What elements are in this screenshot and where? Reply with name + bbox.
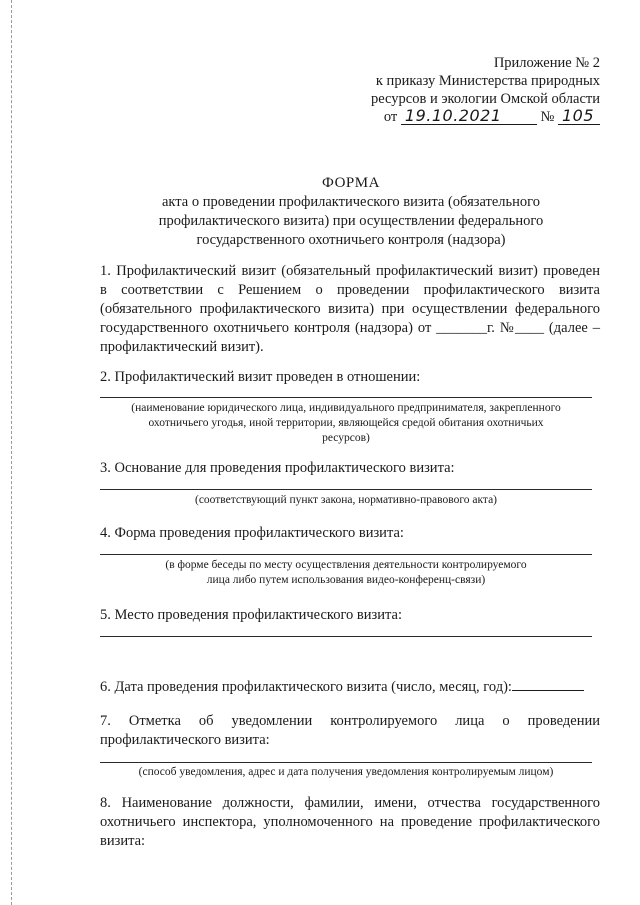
item-6-text: 6. Дата проведения профилактического визита (число, месяц, год): bbox=[100, 679, 512, 695]
item-2-caption bbox=[100, 401, 592, 446]
item-4-text: 4. Форма проведения профилактического визита: bbox=[100, 525, 404, 541]
appendix-ministry: ресурсов и экологии Омской области bbox=[371, 91, 600, 107]
appendix-header bbox=[300, 54, 600, 126]
item-6-row bbox=[100, 676, 600, 697]
title-line-2: профилактического визита) при осуществлении федерального bbox=[158, 213, 544, 229]
from-label: от bbox=[383, 109, 398, 125]
item-4-caption-line-1: (в форме беседы по месту осуществления деятельности контролируемого bbox=[165, 559, 527, 571]
title-line-3: государственного охотничьего контроля (надзора) bbox=[196, 232, 506, 248]
item-4-fill-line[interactable] bbox=[100, 554, 592, 555]
item-4-caption-line-2: лица либо путем использования видео-конференц-связи) bbox=[206, 574, 486, 586]
item-2-text: 2. Профилактический визит проведен в отношении: bbox=[100, 369, 421, 385]
handwritten-date: 19.10.2021 bbox=[401, 108, 537, 125]
item-1-text: 1. Профилактический визит (обязательный профилактический визит) проведен в соответствии с Решением о проведении профилактического визита (обязательного профилактического визита) при осуществлении федерального государственного охотничьего контроля (надзора) от _______г. №____ (далее – профилактический визит). bbox=[100, 263, 600, 355]
appendix-date-number-line bbox=[300, 108, 600, 126]
scan-margin-dashes bbox=[11, 0, 12, 905]
title-forma: ФОРМА bbox=[322, 175, 380, 191]
appendix-order-ref: к приказу Министерства природных bbox=[375, 73, 600, 89]
item-3-fill-line[interactable] bbox=[100, 489, 592, 490]
handwritten-number: 105 bbox=[558, 108, 600, 125]
item-2-caption-line-2: охотничьего угодья, иной территории, являющейся средой обитания охотничьих bbox=[148, 417, 544, 429]
form-title bbox=[96, 174, 606, 250]
item-4-caption bbox=[100, 558, 592, 588]
item-3-caption bbox=[100, 493, 592, 508]
item-5-fill-line[interactable] bbox=[100, 636, 592, 637]
item-5-text: 5. Место проведения профилактического визита: bbox=[100, 607, 403, 623]
item-2-caption-line-3: ресурсов) bbox=[322, 432, 370, 444]
item-2-fill-line[interactable] bbox=[100, 397, 592, 398]
item-7-fill-line[interactable] bbox=[100, 762, 592, 763]
item-7-caption-line: (способ уведомления, адрес и дата получения уведомления контролируемым лицом) bbox=[138, 766, 554, 778]
appendix-number: Приложение № 2 bbox=[493, 55, 600, 71]
item-8-text: 8. Наименование должности, фамилии, имени, отчества государственного охотничьего инспектора, уполномоченного на проведение профилактического визита: bbox=[100, 795, 600, 849]
item-6-date-blank[interactable] bbox=[512, 676, 584, 691]
item-2-caption-line-1: (наименование юридического лица, индивидуального предпринимателя, закрепленного bbox=[131, 402, 561, 414]
item-3-text: 3. Основание для проведения профилактического визита: bbox=[100, 460, 455, 476]
title-line-1: акта о проведении профилактического визита (обязательного bbox=[162, 194, 540, 210]
item-7-text: 7. Отметка об уведомлении контролируемого лица о проведении профилактического визита: bbox=[100, 713, 600, 748]
item-3-caption-line: (соответствующий пункт закона, нормативно-правового акта) bbox=[194, 494, 498, 506]
item-7-caption bbox=[100, 765, 592, 780]
number-label: № bbox=[540, 109, 555, 125]
